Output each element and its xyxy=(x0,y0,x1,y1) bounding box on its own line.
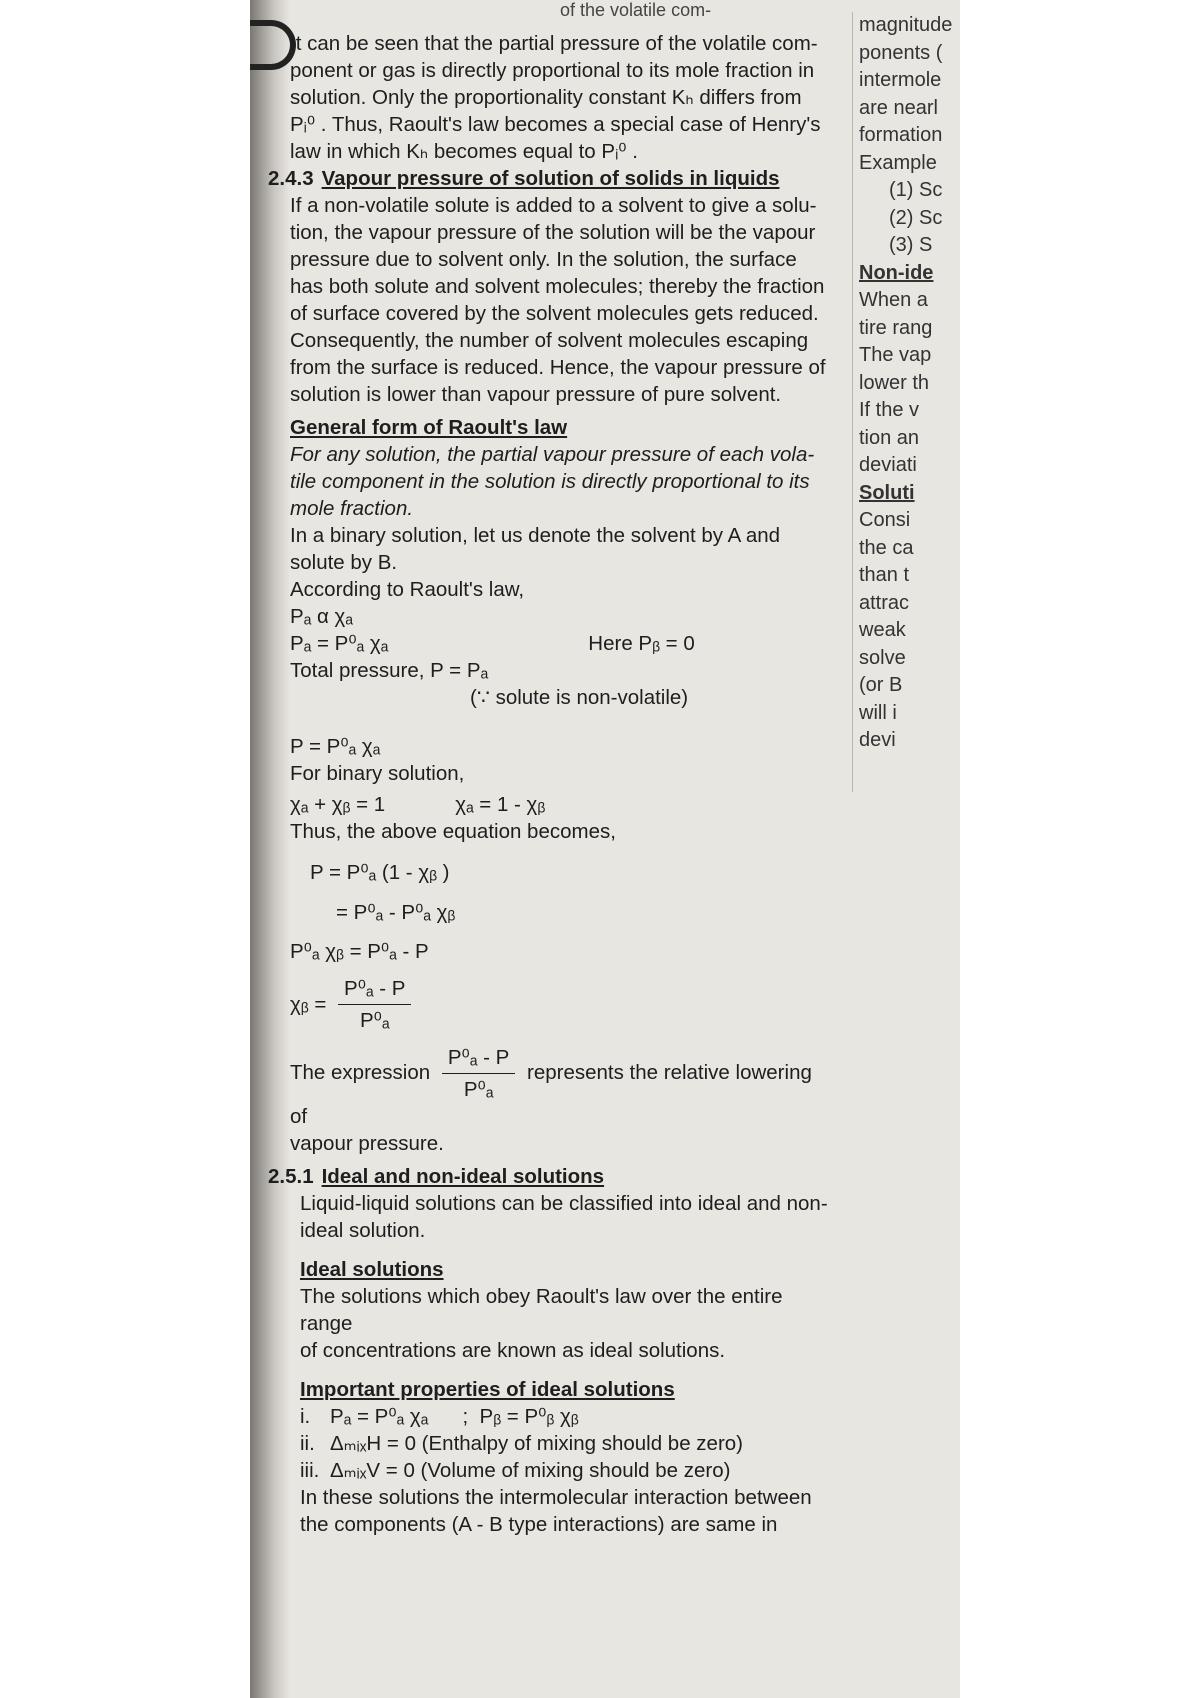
fraction xyxy=(442,1044,515,1103)
text-fragment: Example xyxy=(859,151,937,174)
equation: Total pressure, P = Pₐ xyxy=(290,659,489,682)
equation: P = P⁰ₐ χₐ xyxy=(290,735,381,758)
text-fragment: Soluti xyxy=(859,481,915,504)
text-line: In these solutions the intermolecular interaction between xyxy=(300,1486,812,1509)
text-fragment: deviati xyxy=(859,454,917,476)
text-fragment: weak xyxy=(859,619,906,641)
text-fragment: If the v xyxy=(859,399,920,421)
general-form-section xyxy=(290,414,830,1157)
text-fragment: (3) S xyxy=(889,234,933,256)
intro-paragraph xyxy=(290,30,830,165)
section-heading xyxy=(268,1163,830,1190)
text-line: solute by B. xyxy=(290,551,398,574)
text-fragment: Non-ide xyxy=(859,261,934,284)
text-fragment: the ca xyxy=(859,536,914,559)
text-line: The expression xyxy=(290,1060,431,1084)
text-fragment: than t xyxy=(859,564,910,586)
section-title: Vapour pressure of solution of solids in liquids xyxy=(321,167,780,190)
text-fragment: When a xyxy=(859,289,928,311)
text-line: vapour pressure. xyxy=(290,1132,444,1155)
text-line: Liquid-liquid solutions can be classified into ideal and non- xyxy=(300,1192,828,1215)
text-fragment: tion an xyxy=(859,426,920,449)
text-line: Thus, the above equation becomes, xyxy=(290,820,616,843)
text-fragment: are nearl xyxy=(859,96,938,119)
equation: χᵦ = xyxy=(290,993,327,1016)
text-line: represents the relative lowering of xyxy=(290,1060,812,1128)
text-line: tile component in the solution is directly proportional to its xyxy=(290,470,810,493)
top-fragment: of the volatile com- xyxy=(560,0,712,20)
text-line: It can be seen that the partial pressure of the volatile com- xyxy=(290,32,818,55)
list-item xyxy=(300,1457,830,1484)
list-text: ΔₘᵢₓV = 0 (Volume of mixing should be zero) xyxy=(330,1459,731,1482)
list-marker: iii. xyxy=(300,1459,320,1482)
text-line: mole fraction. xyxy=(290,497,414,520)
text-line: of concentrations are known as ideal solutions. xyxy=(300,1339,726,1362)
text-fragment: lower th xyxy=(859,371,930,394)
text-fragment: magnitude xyxy=(859,14,953,36)
text-fragment: (2) Sc xyxy=(889,206,943,229)
list-marker: i. xyxy=(300,1405,311,1428)
text-fragment: Consi xyxy=(859,509,911,531)
equation-fraction-row xyxy=(290,975,830,1034)
text-line: solution. Only the proportionality constant Kₕ differs from xyxy=(290,86,802,109)
fraction xyxy=(338,975,411,1034)
text-fragment: ponents ( xyxy=(859,41,943,64)
equation: = P⁰ₐ - P⁰ₐ χᵦ xyxy=(336,901,456,924)
binding-shadow xyxy=(250,0,290,1698)
equation: Pₐ = P⁰ₐ χₐ xyxy=(290,632,389,655)
equation: χₐ + χᵦ = 1 xyxy=(290,793,386,816)
section-2-5-1 xyxy=(268,1163,830,1190)
equation-note: (∵ solute is non-volatile) xyxy=(470,686,689,709)
text-fragment: intermole xyxy=(859,69,942,91)
text-line: solution is lower than vapour pressure of pure solvent. xyxy=(290,383,782,406)
right-column-fragments xyxy=(852,12,967,792)
list-item xyxy=(300,1403,830,1430)
list-item xyxy=(300,1430,830,1457)
text-line: pressure due to solvent only. In the solution, the surface xyxy=(290,248,797,271)
text-fragment: attrac xyxy=(859,591,910,614)
text-line: According to Raoult's law, xyxy=(290,578,525,601)
text-line: ponent or gas is directly proportional to its mole fraction in xyxy=(290,59,815,82)
text-line: of surface covered by the solvent molecules gets reduced. xyxy=(290,302,819,325)
equation-row xyxy=(290,630,830,657)
text-line: law in which Kₕ becomes equal to Pᵢ⁰ . xyxy=(290,140,638,163)
text-line: For any solution, the partial vapour pressure of each vola- xyxy=(290,443,815,466)
subsection-title: Important properties of ideal solutions xyxy=(300,1378,675,1401)
text-line: Pᵢ⁰ . Thus, Raoult's law becomes a special case of Henry's xyxy=(290,113,821,136)
text-line: tion, the vapour pressure of the solution will be the vapour xyxy=(290,221,816,244)
subsection-title: General form of Raoult's law xyxy=(290,416,568,439)
section-heading xyxy=(268,165,830,192)
section-2-4-3 xyxy=(268,165,830,192)
section-2-5-1-body xyxy=(290,1190,830,1538)
text-fragment: solve xyxy=(859,646,906,669)
spacer xyxy=(290,711,830,733)
text-line: If a non-volatile solute is added to a solvent to give a solu- xyxy=(290,194,817,217)
equation: P⁰ₐ χᵦ = P⁰ₐ - P xyxy=(290,940,429,963)
text-line: The solutions which obey Raoult's law over the entire range xyxy=(300,1285,783,1335)
text-fragment: (or B xyxy=(859,674,903,696)
equation: P = P⁰ₐ (1 - χᵦ ) xyxy=(310,861,450,884)
text-line: from the surface is reduced. Hence, the vapour pressure of xyxy=(290,356,826,379)
equation: Pₐ α χₐ xyxy=(290,605,353,628)
section-number: 2.4.3 xyxy=(268,167,314,190)
section-2-4-3-body xyxy=(290,192,830,408)
text-line: Consequently, the number of solvent molecules escaping xyxy=(290,329,809,352)
fraction-denominator: P⁰ₐ xyxy=(359,1009,390,1032)
fraction-numerator: P⁰ₐ - P xyxy=(338,975,411,1005)
text-fragment: The vap xyxy=(859,344,932,366)
text-line: has both solute and solvent molecules; thereby the fraction xyxy=(290,275,825,298)
subsection-title: Ideal solutions xyxy=(300,1258,444,1281)
text-fragment: formation xyxy=(859,124,943,146)
text-fragment: (1) Sc xyxy=(889,179,943,201)
text-fragment: tire rang xyxy=(859,316,933,339)
list-text: ΔₘᵢₓH = 0 (Enthalpy of mixing should be zero) xyxy=(330,1432,744,1455)
equation-note: Here Pᵦ = 0 xyxy=(588,632,695,655)
list-text: Pₐ = P⁰ₐ χₐ ; Pᵦ = P⁰ᵦ χᵦ xyxy=(330,1405,579,1428)
text-line: the components (A - B type interactions) are same in xyxy=(300,1513,778,1536)
section-number: 2.5.1 xyxy=(268,1165,314,1188)
fraction-denominator: P⁰ₐ xyxy=(463,1078,494,1101)
list-marker: ii. xyxy=(300,1432,315,1455)
section-title: Ideal and non-ideal solutions xyxy=(321,1165,605,1188)
text-fragment: will i xyxy=(859,701,897,724)
equation: χₐ = 1 - χᵦ xyxy=(455,793,546,816)
equation-row xyxy=(290,791,830,818)
text-fragment: devi xyxy=(859,729,896,751)
expression-row xyxy=(290,1044,830,1130)
main-column xyxy=(268,0,830,1538)
fraction-numerator: P⁰ₐ - P xyxy=(442,1044,515,1074)
text-line: For binary solution, xyxy=(290,762,465,785)
text-line: In a binary solution, let us denote the solvent by A and xyxy=(290,524,781,547)
text-line: ideal solution. xyxy=(300,1219,426,1242)
